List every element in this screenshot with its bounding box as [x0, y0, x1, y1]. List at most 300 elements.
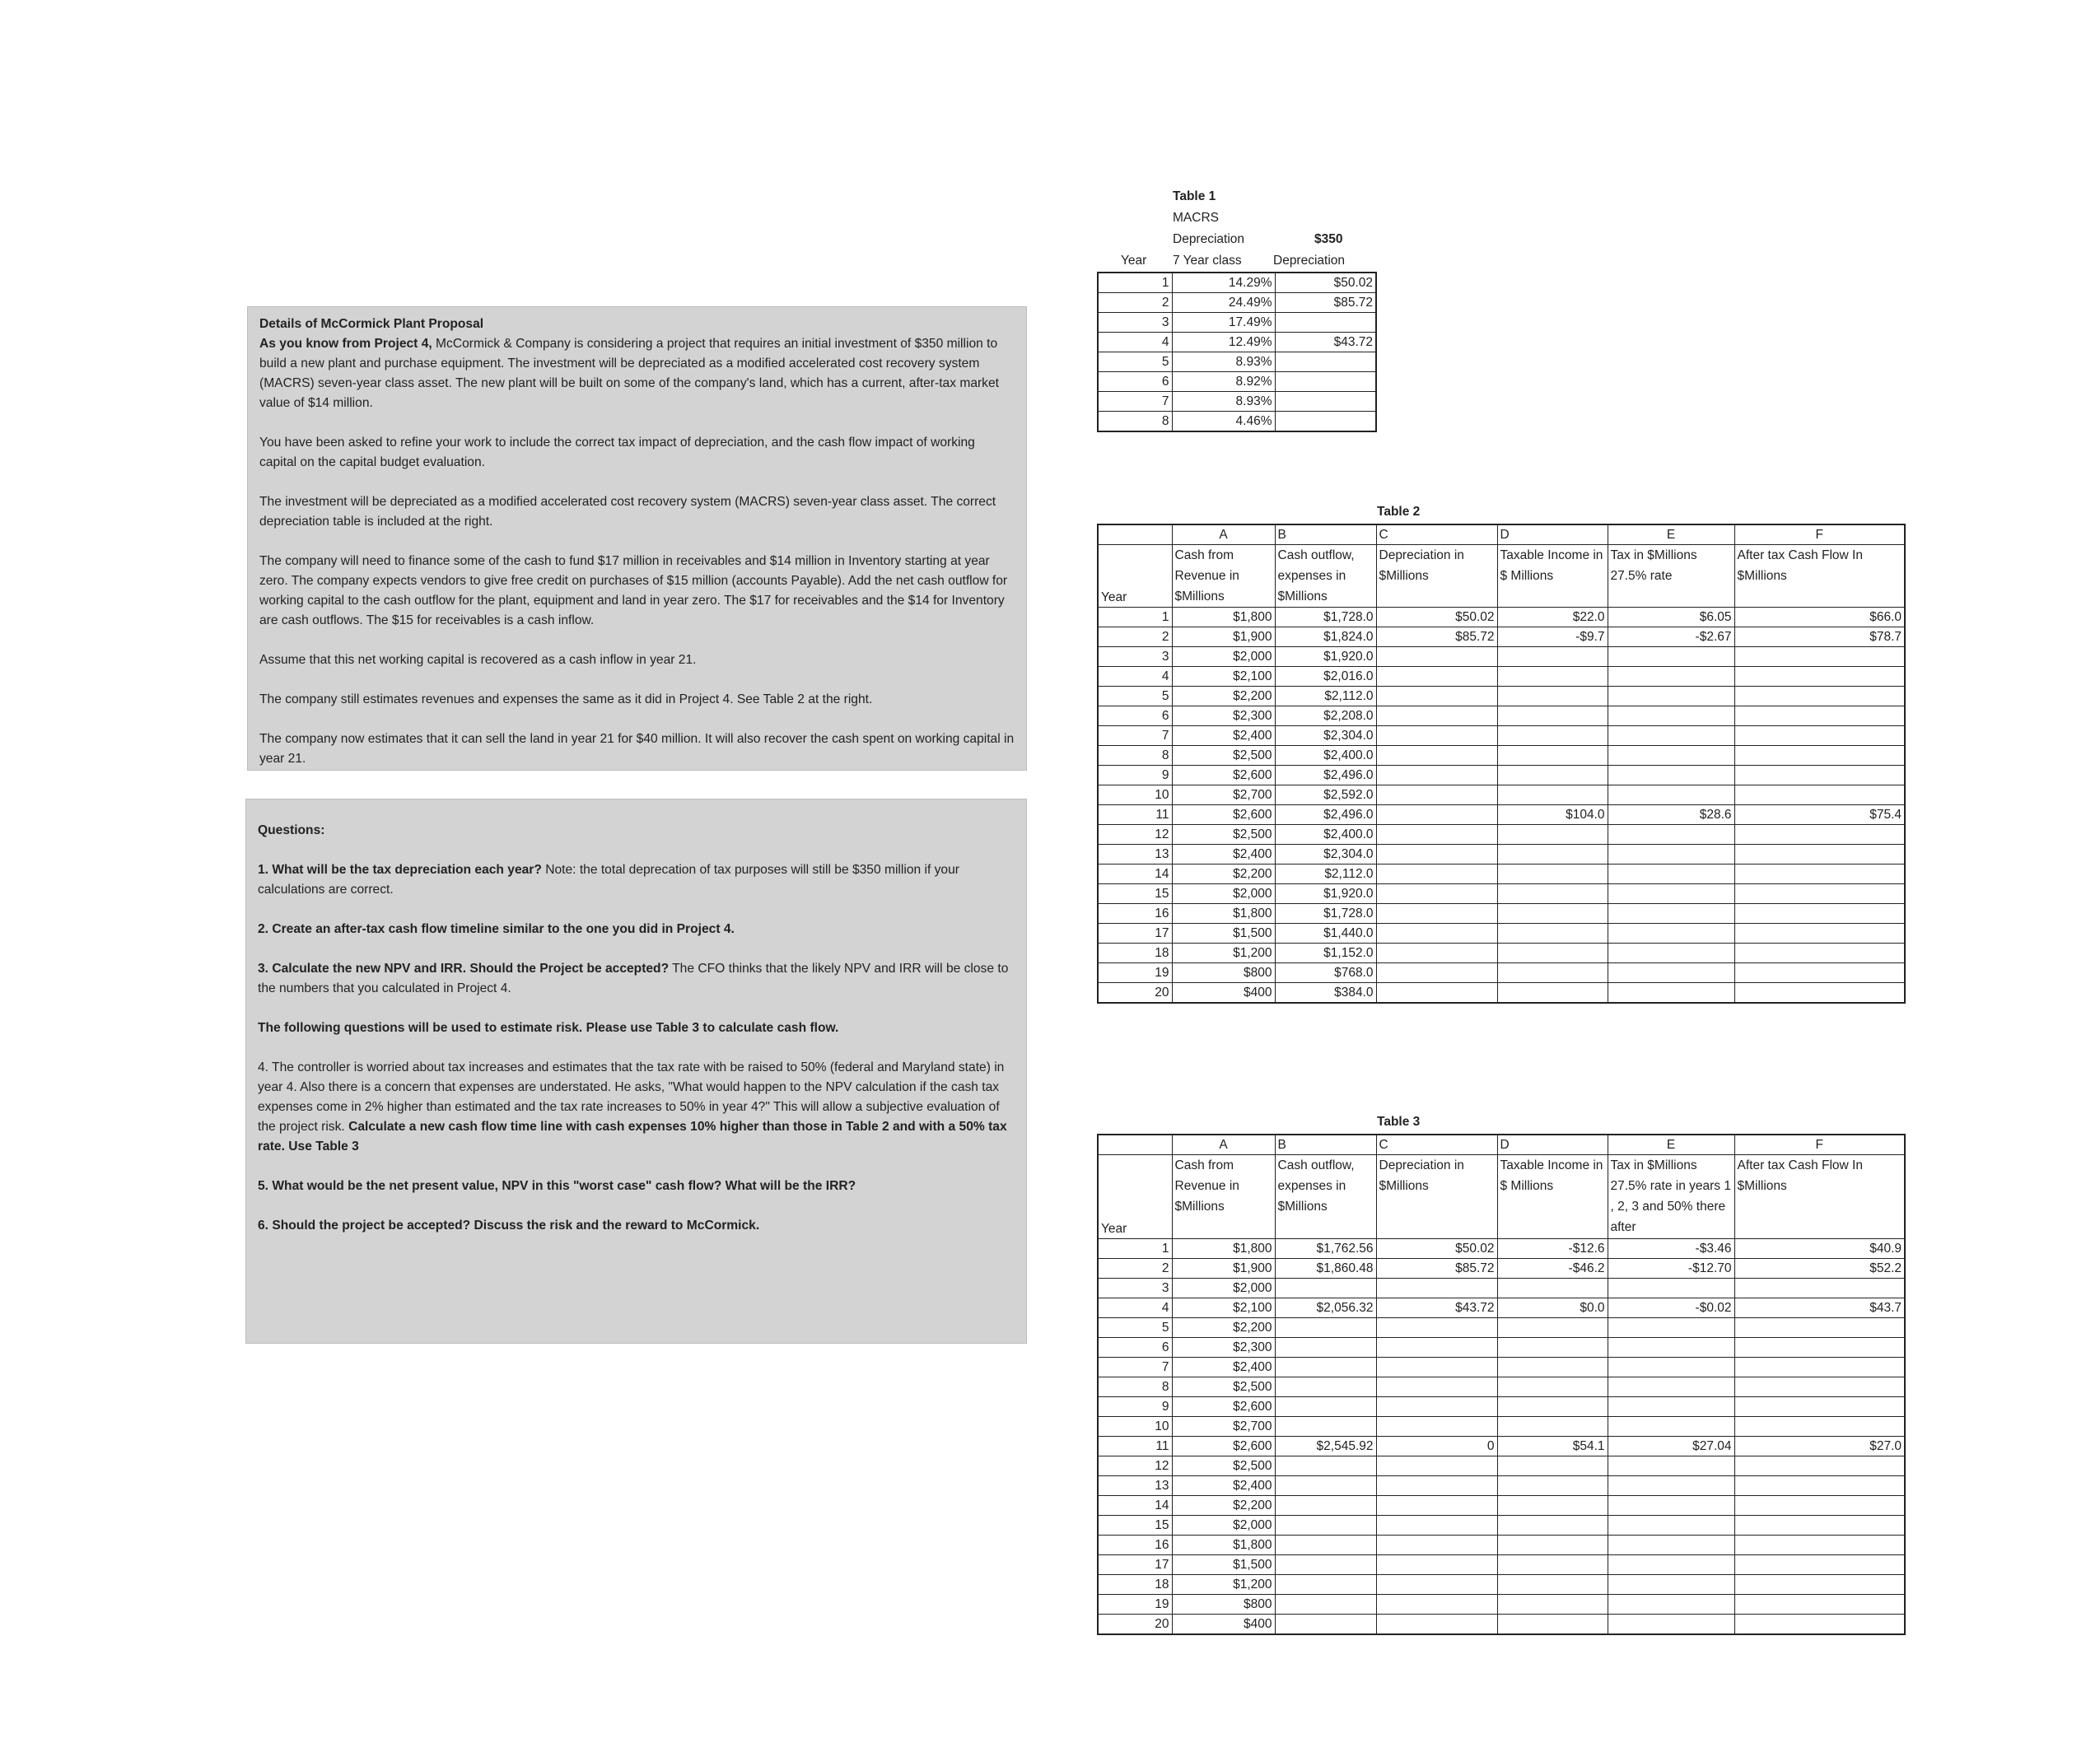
table2-year-cell: 10	[1098, 785, 1172, 805]
table3-column-letter: A	[1172, 1135, 1275, 1155]
table3-value-cell: $85.72	[1376, 1259, 1497, 1279]
table2-row	[1098, 845, 1905, 865]
table1-depreciation-cell: $50.02	[1275, 273, 1376, 293]
questions-title: Questions:	[258, 823, 325, 837]
table2-column-header: Taxable Income in $ Millions	[1497, 545, 1608, 608]
table3-row	[1098, 1397, 1905, 1417]
table2-value-cell	[1376, 706, 1497, 726]
table3-value-cell	[1275, 1456, 1376, 1476]
table2-value-cell	[1608, 647, 1734, 667]
table1-year-cell: 1	[1098, 273, 1172, 293]
table3-row	[1098, 1555, 1905, 1575]
table3-value-cell: $2,200	[1172, 1496, 1275, 1516]
table2-value-cell	[1734, 746, 1905, 766]
questions-panel	[245, 799, 1027, 1344]
table3-value-cell: -$12.6	[1497, 1239, 1608, 1259]
table2-value-cell	[1497, 944, 1608, 963]
table3-row	[1098, 1239, 1905, 1259]
table3-value-cell	[1608, 1377, 1734, 1397]
table2-column-letter: A	[1172, 524, 1275, 545]
table3-row	[1098, 1417, 1905, 1437]
table3-value-cell: $43.7	[1734, 1298, 1905, 1318]
table2-value-cell	[1376, 845, 1497, 865]
table3-row	[1098, 1476, 1905, 1496]
table3-value-cell	[1608, 1536, 1734, 1555]
table1-percent-cell: 24.49%	[1172, 293, 1275, 313]
table1-row	[1098, 372, 1376, 392]
table3-title: Table 3	[1377, 1115, 1421, 1129]
details-panel	[247, 306, 1027, 771]
table2-year-cell: 17	[1098, 924, 1172, 944]
table3-column-header: Taxable Income in $ Millions	[1497, 1155, 1608, 1239]
table2-year-cell: 16	[1098, 904, 1172, 924]
table3-year-cell: 12	[1098, 1456, 1172, 1476]
table3-value-cell: $1,900	[1172, 1259, 1275, 1279]
table3-value-cell	[1608, 1279, 1734, 1298]
table3-value-cell: $27.0	[1734, 1437, 1905, 1456]
table2-value-cell: $2,304.0	[1275, 726, 1376, 746]
table3-value-cell	[1376, 1358, 1497, 1377]
table3-value-cell	[1497, 1555, 1608, 1575]
question-2: 2. Create an after-tax cash flow timeline similar to the one you did in Project 4.	[258, 922, 735, 936]
table2-value-cell	[1608, 687, 1734, 706]
table2-year-header: Year	[1098, 545, 1172, 608]
table3-value-cell	[1497, 1358, 1608, 1377]
table2-value-cell: $1,824.0	[1275, 627, 1376, 647]
table3-value-cell	[1275, 1555, 1376, 1575]
table2-value-cell: $2,600	[1172, 766, 1275, 785]
table2-value-cell	[1497, 726, 1608, 746]
table3-value-cell	[1734, 1615, 1905, 1635]
table3-value-cell: $43.72	[1376, 1298, 1497, 1318]
table3-year-cell: 17	[1098, 1555, 1172, 1575]
table3-value-cell	[1275, 1397, 1376, 1417]
table2-value-cell: $2,000	[1172, 884, 1275, 904]
table3-value-cell	[1497, 1516, 1608, 1536]
table3-value-cell	[1608, 1575, 1734, 1595]
table2-value-cell	[1497, 963, 1608, 983]
table2-value-cell	[1734, 667, 1905, 687]
table3-value-cell	[1608, 1358, 1734, 1377]
table3-value-cell	[1734, 1397, 1905, 1417]
table2-year-cell: 19	[1098, 963, 1172, 983]
table2-value-cell	[1376, 983, 1497, 1004]
table3-value-cell	[1497, 1338, 1608, 1358]
table2-value-cell	[1608, 884, 1734, 904]
table3-value-cell: 0	[1376, 1437, 1497, 1456]
table3-value-cell	[1275, 1279, 1376, 1298]
table3-value-cell: $400	[1172, 1615, 1275, 1635]
table3-column-header: Depreciation in $Millions	[1376, 1155, 1497, 1239]
table2-value-cell: $2,300	[1172, 706, 1275, 726]
table2-value-cell: $2,112.0	[1275, 865, 1376, 884]
question-6: 6. Should the project be accepted? Discuss the risk and the reward to McCormick.	[258, 1219, 760, 1233]
table3-value-cell	[1376, 1555, 1497, 1575]
table2-value-cell	[1376, 647, 1497, 667]
table3-value-cell	[1275, 1358, 1376, 1377]
table2-value-cell	[1608, 845, 1734, 865]
table2-row	[1098, 647, 1905, 667]
details-title: Details of McCormick Plant Proposal	[259, 317, 484, 331]
table3-row	[1098, 1437, 1905, 1456]
table1-row	[1098, 293, 1376, 313]
table3-year-cell: 13	[1098, 1476, 1172, 1496]
table2-year-cell: 2	[1098, 627, 1172, 647]
table2-row	[1098, 805, 1905, 825]
table3-year-cell: 19	[1098, 1595, 1172, 1615]
table3-value-cell	[1376, 1279, 1497, 1298]
table3-value-cell: $0.0	[1497, 1298, 1608, 1318]
table3-value-cell	[1497, 1397, 1608, 1417]
table3-row	[1098, 1595, 1905, 1615]
table3-value-cell: $1,860.48	[1275, 1259, 1376, 1279]
table2-value-cell	[1734, 983, 1905, 1004]
table2-column-header: Depreciation in $Millions	[1376, 545, 1497, 608]
table1-percent-cell: 8.93%	[1172, 392, 1275, 412]
table1-year-cell: 2	[1098, 293, 1172, 313]
table3-value-cell	[1376, 1397, 1497, 1417]
table3-value-cell	[1608, 1476, 1734, 1496]
table2-year-cell: 8	[1098, 746, 1172, 766]
table3-value-cell	[1275, 1338, 1376, 1358]
table3-value-cell	[1497, 1496, 1608, 1516]
table2-value-cell: $2,700	[1172, 785, 1275, 805]
table2-column-header: Tax in $Millions 27.5% rate	[1608, 545, 1734, 608]
table2-row	[1098, 924, 1905, 944]
table3-year-cell: 4	[1098, 1298, 1172, 1318]
table2-value-cell: $1,728.0	[1275, 904, 1376, 924]
table3	[1097, 1134, 1906, 1635]
table2-value-cell	[1734, 766, 1905, 785]
table2-value-cell	[1376, 825, 1497, 845]
table3-row	[1098, 1318, 1905, 1338]
table2-value-cell: $1,200	[1172, 944, 1275, 963]
table2-value-cell: $1,800	[1172, 608, 1275, 627]
table3-value-cell: $27.04	[1608, 1437, 1734, 1456]
table3-value-cell	[1608, 1615, 1734, 1635]
table3-year-cell: 9	[1098, 1397, 1172, 1417]
table2-value-cell	[1734, 884, 1905, 904]
table3-column-letter: F	[1734, 1135, 1905, 1155]
table2-row	[1098, 687, 1905, 706]
details-paragraph-6: The company still estimates revenues and expenses the same as it did in Project 4. See Table 2 at the right.	[259, 692, 873, 706]
table3-row	[1098, 1516, 1905, 1536]
table3-year-cell: 6	[1098, 1338, 1172, 1358]
table2-value-cell: $2,400.0	[1275, 825, 1376, 845]
table3-year-cell: 1	[1098, 1239, 1172, 1259]
table3-year-cell: 8	[1098, 1377, 1172, 1397]
table3-value-cell	[1376, 1377, 1497, 1397]
table2-value-cell	[1734, 865, 1905, 884]
table2-value-cell	[1376, 805, 1497, 825]
table3-value-cell: -$0.02	[1608, 1298, 1734, 1318]
table3-row	[1098, 1377, 1905, 1397]
table3-value-cell	[1497, 1318, 1608, 1338]
table2-value-cell: $2,200	[1172, 865, 1275, 884]
table3-year-cell: 2	[1098, 1259, 1172, 1279]
table2-value-cell: $2,592.0	[1275, 785, 1376, 805]
table2-value-cell: $104.0	[1497, 805, 1608, 825]
table3-value-cell: $2,200	[1172, 1318, 1275, 1338]
table3-value-cell	[1275, 1476, 1376, 1496]
table3-value-cell: -$3.46	[1608, 1239, 1734, 1259]
table2-value-cell	[1376, 865, 1497, 884]
table2-year-cell: 14	[1098, 865, 1172, 884]
table2-row	[1098, 825, 1905, 845]
table2-row	[1098, 785, 1905, 805]
table1-line2: Depreciation	[1173, 232, 1245, 246]
table2-column-header: Cash outflow, expenses in $Millions	[1275, 545, 1376, 608]
table3-year-cell: 20	[1098, 1615, 1172, 1635]
table2-year-cell: 18	[1098, 944, 1172, 963]
table3-value-cell	[1608, 1555, 1734, 1575]
table2-value-cell	[1497, 706, 1608, 726]
table3-value-cell	[1734, 1338, 1905, 1358]
table3-value-cell	[1497, 1377, 1608, 1397]
question-5: 5. What would be the net present value, NPV in this "worst case" cash flow? What will be the IRR?	[258, 1179, 856, 1193]
table3-row	[1098, 1575, 1905, 1595]
table3-value-cell: $2,300	[1172, 1338, 1275, 1358]
table3-value-cell: $40.9	[1734, 1239, 1905, 1259]
table3-value-cell: $2,100	[1172, 1298, 1275, 1318]
table2-row	[1098, 608, 1905, 627]
table3-value-cell: $2,600	[1172, 1437, 1275, 1456]
table2-value-cell	[1734, 904, 1905, 924]
table2-value-cell	[1608, 706, 1734, 726]
table3-value-cell	[1734, 1595, 1905, 1615]
question-1: 1. What will be the tax depreciation each year? Note: the total deprecation of tax purposes will still be $350 million if your calculations are correct.	[258, 863, 959, 897]
table2-value-cell	[1734, 924, 1905, 944]
table2-column-letter: E	[1608, 524, 1734, 545]
table2-value-cell	[1734, 785, 1905, 805]
table3-value-cell	[1608, 1417, 1734, 1437]
table3-value-cell	[1734, 1516, 1905, 1536]
table3-value-cell: $1,200	[1172, 1575, 1275, 1595]
table1-year-cell: 4	[1098, 333, 1172, 352]
table2-value-cell: $2,112.0	[1275, 687, 1376, 706]
table2-value-cell	[1497, 983, 1608, 1004]
table2-value-cell	[1608, 766, 1734, 785]
table1-depreciation-cell	[1275, 352, 1376, 372]
table2-value-cell: $2,600	[1172, 805, 1275, 825]
table2-value-cell	[1497, 904, 1608, 924]
table3-row	[1098, 1456, 1905, 1476]
table3-value-cell	[1608, 1516, 1734, 1536]
table3-value-cell	[1734, 1456, 1905, 1476]
table1-year-cell: 8	[1098, 412, 1172, 432]
table2-year-cell: 5	[1098, 687, 1172, 706]
table3-value-cell: $52.2	[1734, 1259, 1905, 1279]
table2-year-cell: 9	[1098, 766, 1172, 785]
table2-value-cell	[1376, 884, 1497, 904]
table2-value-cell	[1734, 706, 1905, 726]
table1-year-cell: 5	[1098, 352, 1172, 372]
table2-row	[1098, 726, 1905, 746]
table2-value-cell: $2,500	[1172, 746, 1275, 766]
table1	[1097, 272, 1377, 432]
table3-row	[1098, 1279, 1905, 1298]
table2-row	[1098, 706, 1905, 726]
table3-column-letter: D	[1497, 1135, 1608, 1155]
table2-year-cell: 11	[1098, 805, 1172, 825]
table1-depreciation-cell: $85.72	[1275, 293, 1376, 313]
table3-value-cell	[1734, 1496, 1905, 1516]
table3-column-letter: C	[1376, 1135, 1497, 1155]
table1-row	[1098, 412, 1376, 432]
table2-year-cell: 1	[1098, 608, 1172, 627]
table3-year-cell: 3	[1098, 1279, 1172, 1298]
details-paragraph-2: You have been asked to refine your work to include the correct tax impact of depreciation, and the cash flow impact of working capital on the capital budget evaluation.	[259, 436, 975, 469]
table2-year-cell: 7	[1098, 726, 1172, 746]
table3-value-cell	[1497, 1279, 1608, 1298]
table3-value-cell	[1497, 1595, 1608, 1615]
table3-column-header: Cash outflow, expenses in $Millions	[1275, 1155, 1376, 1239]
table3-value-cell	[1497, 1536, 1608, 1555]
table3-value-cell	[1734, 1358, 1905, 1377]
table1-percent-cell: 8.92%	[1172, 372, 1275, 392]
table1-title: Table 1	[1173, 189, 1216, 203]
table2-value-cell	[1376, 766, 1497, 785]
table3-value-cell	[1497, 1476, 1608, 1496]
table3-value-cell: $2,000	[1172, 1516, 1275, 1536]
table1-row	[1098, 392, 1376, 412]
table3-value-cell	[1275, 1417, 1376, 1437]
table1-depreciation-cell	[1275, 372, 1376, 392]
table1-depreciation-cell	[1275, 412, 1376, 432]
table2-value-cell	[1497, 884, 1608, 904]
table3-row	[1098, 1358, 1905, 1377]
table3-value-cell	[1376, 1615, 1497, 1635]
table2-value-cell	[1376, 746, 1497, 766]
table2-value-cell	[1497, 746, 1608, 766]
table3-value-cell	[1376, 1595, 1497, 1615]
table2-value-cell	[1376, 785, 1497, 805]
table3-column-letter: B	[1275, 1135, 1376, 1155]
table3-value-cell: $1,762.56	[1275, 1239, 1376, 1259]
table2-value-cell: $6.05	[1608, 608, 1734, 627]
table3-column-letter: E	[1608, 1135, 1734, 1155]
table3-value-cell: -$12.70	[1608, 1259, 1734, 1279]
table3-value-cell	[1734, 1318, 1905, 1338]
table2-value-cell: $1,920.0	[1275, 884, 1376, 904]
table3-value-cell	[1608, 1318, 1734, 1338]
table3-value-cell	[1608, 1338, 1734, 1358]
table3-value-cell	[1734, 1555, 1905, 1575]
table2-year-cell: 4	[1098, 667, 1172, 687]
table3-value-cell	[1275, 1516, 1376, 1536]
table2-column-letter: D	[1497, 524, 1608, 545]
table2-value-cell: $78.7	[1734, 627, 1905, 647]
table2-value-cell	[1376, 963, 1497, 983]
table3-value-cell	[1275, 1496, 1376, 1516]
table1-depreciation-cell	[1275, 313, 1376, 333]
table2-row	[1098, 963, 1905, 983]
table2-value-cell	[1608, 963, 1734, 983]
table3-value-cell	[1734, 1575, 1905, 1595]
table2-row	[1098, 667, 1905, 687]
table2-value-cell: $2,000	[1172, 647, 1275, 667]
table3-header-row	[1098, 1155, 1905, 1239]
table2-value-cell	[1608, 865, 1734, 884]
table2-value-cell: $800	[1172, 963, 1275, 983]
table3-value-cell: $2,700	[1172, 1417, 1275, 1437]
table3-value-cell	[1497, 1575, 1608, 1595]
table2-value-cell	[1376, 904, 1497, 924]
table2-value-cell	[1376, 667, 1497, 687]
table3-value-cell	[1734, 1476, 1905, 1496]
table2-value-cell	[1608, 667, 1734, 687]
table2-value-cell: $2,304.0	[1275, 845, 1376, 865]
table2-value-cell	[1608, 825, 1734, 845]
table3-value-cell: $1,800	[1172, 1536, 1275, 1555]
table1-depreciation-cell	[1275, 392, 1376, 412]
table2-value-cell: $1,800	[1172, 904, 1275, 924]
table2-value-cell: $66.0	[1734, 608, 1905, 627]
table1-percent-cell: 17.49%	[1172, 313, 1275, 333]
table2-value-cell	[1734, 963, 1905, 983]
table2-value-cell: $1,500	[1172, 924, 1275, 944]
table3-row	[1098, 1259, 1905, 1279]
table1-percent-cell: 12.49%	[1172, 333, 1275, 352]
question-4: 4. The controller is worried about tax increases and estimates that the tax rate with be raised to 50% (federal and Maryland state) in year 4. Also there is a concern that expenses are understated. He asks, "What would happen to the NPV calculation if the cash tax expenses come in 2% higher than estimated and the tax rate increases to 50% in year 4?" This will allow a subjective evaluation of the project risk. Calculate a new cash flow time line with cash expenses 10% higher than those in Table 2 and with a 50% tax rate. Use Table 3	[258, 1060, 1007, 1153]
table2-row	[1098, 865, 1905, 884]
table3-column-header: Cash from Revenue in $Millions	[1172, 1155, 1275, 1239]
table3-value-cell: -$46.2	[1497, 1259, 1608, 1279]
table2-value-cell: $2,496.0	[1275, 805, 1376, 825]
table2-value-cell	[1608, 924, 1734, 944]
table2-value-cell	[1608, 904, 1734, 924]
question-3: 3. Calculate the new NPV and IRR. Should the Project be accepted? The CFO thinks that the likely NPV and IRR will be close to the numbers that you calculated in Project 4.	[258, 962, 1009, 995]
table2-value-cell: -$9.7	[1497, 627, 1608, 647]
table3-row	[1098, 1338, 1905, 1358]
table2-value-cell: $2,400	[1172, 726, 1275, 746]
table2-value-cell: $2,016.0	[1275, 667, 1376, 687]
table2-value-cell	[1734, 825, 1905, 845]
table1-percent-cell: 4.46%	[1172, 412, 1275, 432]
table1-col-class: 7 Year class	[1173, 254, 1242, 268]
table2-value-cell: $2,208.0	[1275, 706, 1376, 726]
table3-value-cell	[1497, 1417, 1608, 1437]
table3-year-header: Year	[1098, 1155, 1172, 1239]
table2-year-cell: 3	[1098, 647, 1172, 667]
table2-value-cell: $2,400.0	[1275, 746, 1376, 766]
table2-title: Table 2	[1377, 505, 1421, 519]
table2-value-cell	[1734, 687, 1905, 706]
table2-row	[1098, 766, 1905, 785]
details-paragraph-4: The company will need to finance some of the cash to fund $17 million in receivables and $14 million in Inventory starting at year zero. The company expects vendors to give free credit on purchases of $15 million (accounts Payable). Add the net cash outflow for working capital to the cash outflow for the plant, equipment and land in year zero. The $17 for receivables and the $14 for Inventory are cash outflows. The $15 for receivables is a cash inflow.	[259, 554, 1008, 627]
table3-value-cell	[1608, 1397, 1734, 1417]
table3-value-cell	[1734, 1417, 1905, 1437]
table3-value-cell	[1376, 1516, 1497, 1536]
table3-value-cell	[1376, 1318, 1497, 1338]
table3-column-header: After tax Cash Flow In $Millions	[1734, 1155, 1905, 1239]
table2-value-cell	[1497, 687, 1608, 706]
table2-header-row	[1098, 545, 1905, 608]
table3-value-cell: $1,800	[1172, 1239, 1275, 1259]
table3-value-cell	[1376, 1456, 1497, 1476]
table2-value-cell: $2,200	[1172, 687, 1275, 706]
table3-value-cell: $50.02	[1376, 1239, 1497, 1259]
table2-year-cell: 15	[1098, 884, 1172, 904]
table3-corner-cell	[1098, 1135, 1172, 1155]
table2-value-cell	[1497, 825, 1608, 845]
table2-year-cell: 6	[1098, 706, 1172, 726]
table3-value-cell: $1,500	[1172, 1555, 1275, 1575]
table2-value-cell: $2,496.0	[1275, 766, 1376, 785]
table3-year-cell: 11	[1098, 1437, 1172, 1456]
table3-year-cell: 7	[1098, 1358, 1172, 1377]
table2-value-cell	[1734, 647, 1905, 667]
